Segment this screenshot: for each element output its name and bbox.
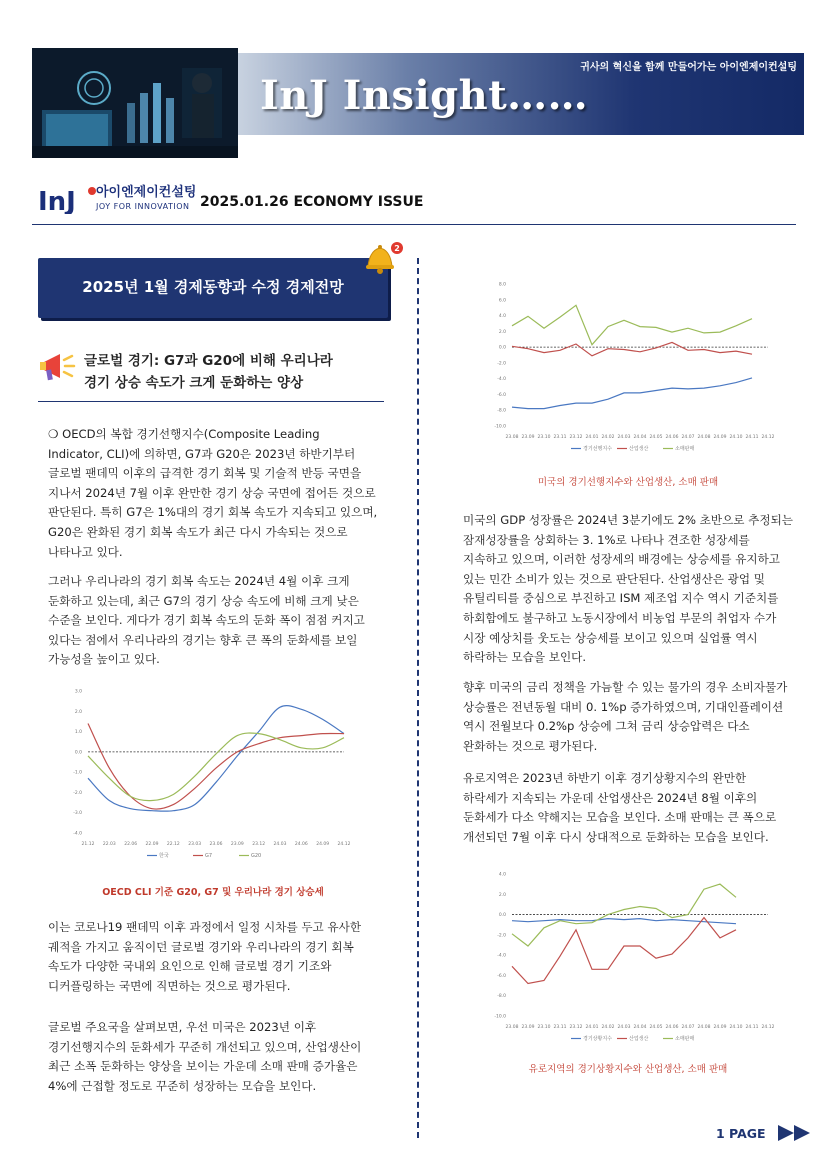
y-tick-label: 1.0 (74, 730, 82, 736)
x-tick-label: 24.09 (713, 1025, 727, 1030)
y-tick-label: -8.0 (497, 994, 506, 1000)
page-number: 1 PAGE (716, 1126, 766, 1141)
chart-caption-oecd-cli: OECD CLI 기준 G20, G7 및 우리나라 경기 상승세 (102, 887, 324, 898)
x-tick-label: 24.02 (601, 1025, 615, 1030)
y-tick-label: 2.0 (498, 329, 506, 335)
paragraph-eurozone: 유로지역은 2023년 하반기 이후 경기상황지수의 완만한 하락세가 지속되는 가운데 산업생산은 2024년 8월 이후의 둔화세가 다소 약해지는 모습을 보인다. 소매 판매는 큰 폭으로 개선되던 7월 이후 다시 상대적으로 둔화하는 모습을 보인다. (463, 771, 777, 844)
y-tick-label: -3.0 (73, 811, 82, 817)
next-page-arrow-icon (776, 1123, 816, 1143)
paragraph-us-overview: 글로벌 주요국을 살펴보면, 우선 미국은 2023년 이후 경기선행지수의 둔화세가 꾸준히 개선되고 있으며, 산업생산이 최근 소폭 둔화하는 양상을 보이는 가운데 소매 판매 증가율은 4%에 근접할 정도로 꾸준히 성장하는 모습을 보인다. (48, 1020, 362, 1093)
x-tick-label: 23.06 (209, 842, 223, 847)
legend-label: G20 (251, 853, 262, 859)
y-tick-label: 2.0 (74, 709, 82, 715)
x-tick-label: 23.08 (505, 1025, 519, 1030)
headline-title: 2025년 1월 경제동향과 수정 경제전망 (82, 278, 344, 296)
y-tick-label: 0.0 (74, 750, 82, 756)
banner-photo (32, 48, 238, 158)
subheading-divider (38, 401, 384, 402)
header-divider (32, 224, 796, 225)
x-tick-label: 23.10 (537, 435, 551, 440)
x-tick-label: 24.09 (713, 435, 727, 440)
y-tick-label: 3.0 (74, 689, 82, 695)
x-tick-label: 24.03 (617, 435, 631, 440)
y-tick-label: 2.0 (498, 892, 506, 898)
x-tick-label: 23.12 (569, 1025, 583, 1030)
y-tick-label: -6.0 (497, 392, 506, 398)
legend-label: G7 (205, 853, 213, 859)
x-tick-label: 24.01 (585, 1025, 599, 1030)
x-tick-label: 22.03 (102, 842, 116, 847)
series-line (512, 884, 736, 946)
legend-label: 경기선행지수 (583, 446, 612, 452)
y-tick-label: -2.0 (73, 790, 82, 796)
issue-label: 2025.01.26 ECONOMY ISSUE (200, 194, 424, 210)
paragraph-korea-slowdown: 그러나 우리나라의 경기 회복 속도는 2024년 4월 이후 크게 둔화하고 있는데, 최근 G7의 경기 상승 속도에 비해 크게 낮은 수준을 보인다. 게다가 경기 회복 속도의 둔화 폭이 점점 커지고 있다는 점에서 우리나라의 경기는 향후 큰 폭의 둔화세를 보일 가능성을 높이고 있다. (48, 574, 365, 667)
y-tick-label: -2.0 (497, 361, 506, 367)
column-divider (417, 258, 419, 1138)
y-tick-label: -8.0 (497, 408, 506, 414)
x-tick-label: 24.08 (697, 435, 711, 440)
x-tick-label: 23.12 (252, 842, 266, 847)
chart-oecd-cli (60, 683, 350, 863)
x-tick-label: 21.12 (81, 842, 95, 847)
x-tick-label: 22.12 (166, 842, 180, 847)
company-logo-icon (38, 184, 98, 214)
x-tick-label: 23.03 (188, 842, 202, 847)
bell-icon (360, 238, 404, 276)
y-tick-label: -2.0 (497, 933, 506, 939)
banner-title: InJ Insight…… (260, 72, 589, 119)
x-tick-label: 24.02 (601, 435, 615, 440)
series-line (88, 706, 344, 812)
paragraph-us-gdp: 미국의 GDP 성장률은 2024년 3분기에도 2% 초반으로 추정되는 잠재성장률을 상회하는 3. 1%로 나타나 견조한 성장세를 지속하고 있으며, 이러한 성장세의 배경에는 상승세를 유지하고 있는 민간 소비가 있는 것으로 판단된다. 산업생산은 광업 및 유틸리티를 중심으로 부진하고 ISM 제조업 지수 역시 기준치를 하회함에도 불구하고 노동시장에서 비농업 부문의 취업자 수가 시장 예상치를 웃도는 상승세를 보이고 있으며 실업률 역시 하락하는 모습을 보인다. (463, 513, 793, 665)
y-tick-label: 4.0 (498, 872, 506, 878)
x-tick-label: 24.09 (316, 842, 330, 847)
banner-tagline: 귀사의 혁신을 함께 만들어가는 아이엔제이컨설팅 (580, 62, 797, 73)
series-line (88, 733, 344, 801)
y-tick-label: -10.0 (494, 424, 506, 430)
y-tick-label: -4.0 (497, 377, 506, 383)
x-tick-label: 24.12 (761, 435, 774, 440)
y-tick-label: 4.0 (498, 314, 506, 320)
y-tick-label: 0.0 (498, 345, 506, 351)
paragraph-us-inflation: 향후 미국의 금리 정책을 가늠할 수 있는 물가의 경우 소비자물가 상승률은 전년동월 대비 0. 1%p 증가하였으며, 기대인플레이션 역시 전월보다 0.2%p 상승에 그쳐 금리 상승압력은 다소 완화하는 것으로 평가된다. (463, 680, 788, 753)
x-tick-label: 22.06 (124, 842, 138, 847)
y-tick-label: -6.0 (497, 973, 506, 979)
x-tick-label: 24.01 (585, 435, 599, 440)
x-tick-label: 22.09 (145, 842, 159, 847)
y-tick-label: -10.0 (494, 1014, 506, 1020)
x-tick-label: 24.08 (697, 1025, 711, 1030)
x-tick-label: 23.10 (537, 1025, 551, 1030)
y-tick-label: -4.0 (73, 831, 82, 837)
paragraph-oecd-cli: ❍ OECD의 복합 경기선행지수(Composite Leading Indicator, CLI)에 의하면, G7과 G20은 2023년 하반기부터 글로벌 팬데믹 이후의 급격한 경기 회복 및 기술적 반등 국면을 지나서 2024년 7월 이후 완만한 경기 상승 국면에 접어든 것으로 판단된다. 특히 G7은 1%대의 경기 회복 속도가 지속되고 있으며, G20은 완화된 경기 회복 속도가 최근 다시 가속되는 것으로 나타나고 있다. (48, 427, 378, 559)
x-tick-label: 23.11 (553, 435, 567, 440)
series-line (88, 724, 344, 810)
x-tick-label: 24.05 (649, 435, 663, 440)
chart-eurozone-indicators (484, 866, 774, 1046)
x-tick-label: 24.07 (681, 435, 695, 440)
x-tick-label: 24.11 (745, 1025, 759, 1030)
x-tick-label: 24.03 (617, 1025, 631, 1030)
x-tick-label: 24.06 (665, 1025, 679, 1030)
legend-label: 소매판매 (675, 446, 695, 452)
legend-label: 산업생산 (629, 446, 649, 452)
x-tick-label: 24.07 (681, 1025, 695, 1030)
x-tick-label: 24.04 (633, 435, 647, 440)
series-line (512, 378, 752, 409)
y-tick-label: -1.0 (73, 770, 82, 776)
legend-label: 산업생산 (629, 1036, 649, 1042)
company-name: 아이엔제이컨설팅 (96, 185, 197, 200)
bell-badge-count: 2 (394, 244, 400, 253)
y-tick-label: 0.0 (498, 913, 506, 919)
legend-label: 소매판매 (675, 1036, 695, 1042)
chart-caption-eurozone: 유로지역의 경기상황지수와 산업생산, 소매 판매 (528, 1064, 728, 1075)
y-tick-label: 6.0 (498, 298, 506, 304)
subheading-line-2: 경기 상승 속도가 크게 둔화하는 양상 (84, 375, 304, 391)
chart-caption-us: 미국의 경기선행지수와 산업생산, 소매 판매 (537, 477, 719, 488)
x-tick-label: 24.05 (649, 1025, 663, 1030)
x-tick-label: 24.06 (294, 842, 308, 847)
company-slogan: JOY FOR INNOVATION (96, 202, 190, 211)
x-tick-label: 24.12 (761, 1025, 774, 1030)
legend-label: 한국 (159, 853, 169, 859)
x-tick-label: 24.11 (745, 435, 759, 440)
legend-label: 경기상황지수 (583, 1036, 612, 1042)
paragraph-decoupling: 이는 코로나19 팬데믹 이후 과정에서 일정 시차를 두고 유사한 궤적을 가지고 움직이던 글로벌 경기와 우리나라의 경기 회복 속도가 다양한 국내외 요인으로 인해 글로벌 경기 기조와 디커플링하는 국면에 직면하는 것으로 평가된다. (48, 920, 362, 993)
y-tick-label: 8.0 (498, 282, 506, 288)
x-tick-label: 24.10 (729, 1025, 743, 1030)
subheading-line-1: 글로벌 경기: G7과 G20에 비해 우리나라 (84, 353, 333, 369)
y-tick-label: -4.0 (497, 953, 506, 959)
series-line (512, 305, 752, 344)
x-tick-label: 23.08 (505, 435, 519, 440)
x-tick-label: 23.09 (521, 1025, 535, 1030)
x-tick-label: 23.12 (569, 435, 583, 440)
x-tick-label: 24.03 (273, 842, 287, 847)
x-tick-label: 23.11 (553, 1025, 567, 1030)
x-tick-label: 24.12 (337, 842, 350, 847)
x-tick-label: 24.10 (729, 435, 743, 440)
x-tick-label: 23.09 (230, 842, 244, 847)
chart-us-indicators (484, 276, 774, 456)
megaphone-icon (38, 346, 78, 386)
series-line (512, 342, 752, 355)
x-tick-label: 24.04 (633, 1025, 647, 1030)
logo-mark-text: InJ (38, 187, 76, 214)
x-tick-label: 23.09 (521, 435, 535, 440)
x-tick-label: 24.06 (665, 435, 679, 440)
